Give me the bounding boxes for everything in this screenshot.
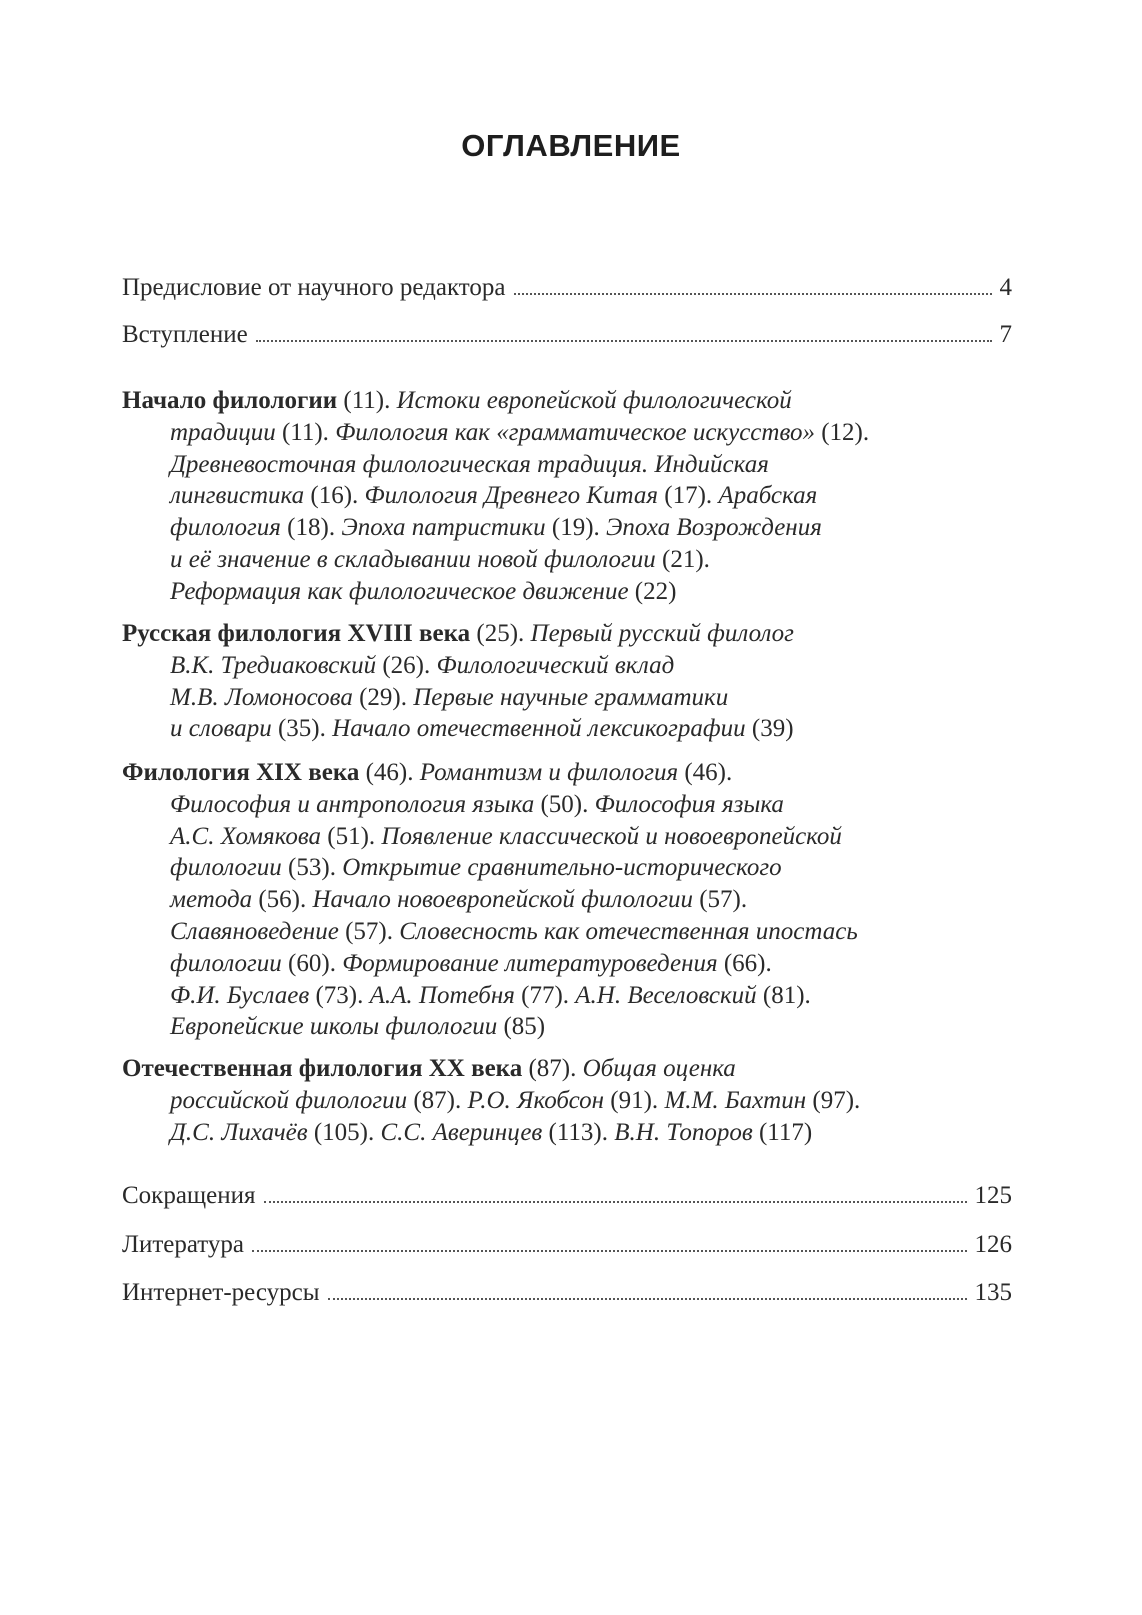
- section-line: филологии (53). Открытие сравнительно-исторического: [170, 854, 782, 882]
- dot-leader: [514, 293, 992, 295]
- section-line: А.С. Хомякова (51). Появление классической и новоевропейской: [170, 822, 842, 850]
- section-line: Философия и антропология языка (50). Философия языка: [170, 790, 784, 818]
- section-line: и её значение в складывании новой филологии (21).: [170, 545, 710, 573]
- page-title: ОГЛАВЛЕНИЕ: [461, 128, 681, 163]
- toc-entry-page: 4: [999, 274, 1012, 301]
- toc-entry-preface[interactable]: [122, 272, 1012, 304]
- toc-entry-page: 135: [974, 1279, 1012, 1306]
- section-line: лингвистика (16). Филология Древнего Китая (17). Арабская: [170, 482, 818, 510]
- section-line: Европейские школы филологии (85): [170, 1013, 546, 1041]
- toc-entry-label: Предисловие от научного редактора: [122, 274, 506, 301]
- dot-leader: [264, 1201, 967, 1203]
- toc-entry-page: 126: [974, 1231, 1012, 1258]
- toc-section-russian-18th[interactable]: [122, 618, 1002, 745]
- toc-entry-label: Интернет-ресурсы: [122, 1279, 320, 1306]
- section-line: филология (18). Эпоха патристики (19). Эпоха Возрождения: [170, 514, 822, 542]
- section-line: и словари (35). Начало отечественной лексикографии (39): [170, 715, 794, 743]
- toc-entry-label: Литература: [122, 1231, 244, 1258]
- dot-leader: [252, 1250, 967, 1252]
- toc-section-20th[interactable]: [122, 1053, 1002, 1148]
- toc-entry-page: 7: [999, 321, 1012, 348]
- section-line: филологии (60). Формирование литературоведения (66).: [170, 949, 772, 977]
- section-line: Реформация как филологическое движение (22): [170, 577, 677, 605]
- section-heading: Русская филология XVIII века: [122, 620, 471, 647]
- toc-entry-label: Сокращения: [122, 1182, 256, 1209]
- section-line: Начало филологии (11). Истоки европейской филологической: [122, 387, 792, 414]
- section-line: Отечественная филология XX века (87). Общая оценка: [122, 1055, 736, 1082]
- section-line: Ф.И. Буслаев (73). А.А. Потебня (77). А.Н. Веселовский (81).: [170, 981, 811, 1009]
- section-line: метода (56). Начало новоевропейской филологии (57).: [170, 886, 748, 914]
- toc-section-beginnings[interactable]: [122, 385, 1002, 608]
- section-line: М.В. Ломоносова (29). Первые научные грамматики: [170, 683, 729, 711]
- toc-entry-page: 125: [974, 1182, 1012, 1209]
- section-heading: Начало филологии: [122, 387, 338, 414]
- toc-section-19th[interactable]: [122, 757, 1002, 1043]
- section-line: Русская филология XVIII века (25). Первый русский филолог: [122, 620, 794, 647]
- toc-entry-internet-resources[interactable]: [122, 1277, 1012, 1309]
- toc-entry-label: Вступление: [122, 321, 248, 348]
- section-heading: Филология XIX века: [122, 759, 360, 786]
- section-heading: Отечественная филология XX века: [122, 1055, 523, 1082]
- section-line: В.К. Тредиаковский (26). Филологический вклад: [170, 651, 675, 679]
- section-line: Д.С. Лихачёв (105). С.С. Аверинцев (113). В.Н. Топоров (117): [170, 1118, 813, 1146]
- dot-leader: [328, 1298, 967, 1300]
- toc-entry-abbreviations[interactable]: [122, 1180, 1012, 1212]
- section-line: российской филологии (87). Р.О. Якобсон (91). М.М. Бахтин (97).: [170, 1086, 861, 1114]
- dot-leader: [256, 340, 992, 342]
- section-line: Филология XIX века (46). Романтизм и филология (46).: [122, 759, 733, 786]
- section-line: традиции (11). Филология как «грамматическое искусство» (12).: [170, 418, 870, 446]
- section-line: Славяноведение (57). Словесность как отечественная ипостась: [170, 917, 858, 945]
- toc-entry-literature[interactable]: [122, 1229, 1012, 1261]
- toc-entry-introduction[interactable]: [122, 319, 1012, 351]
- section-line: Древневосточная филологическая традиция. Индийская: [170, 450, 769, 478]
